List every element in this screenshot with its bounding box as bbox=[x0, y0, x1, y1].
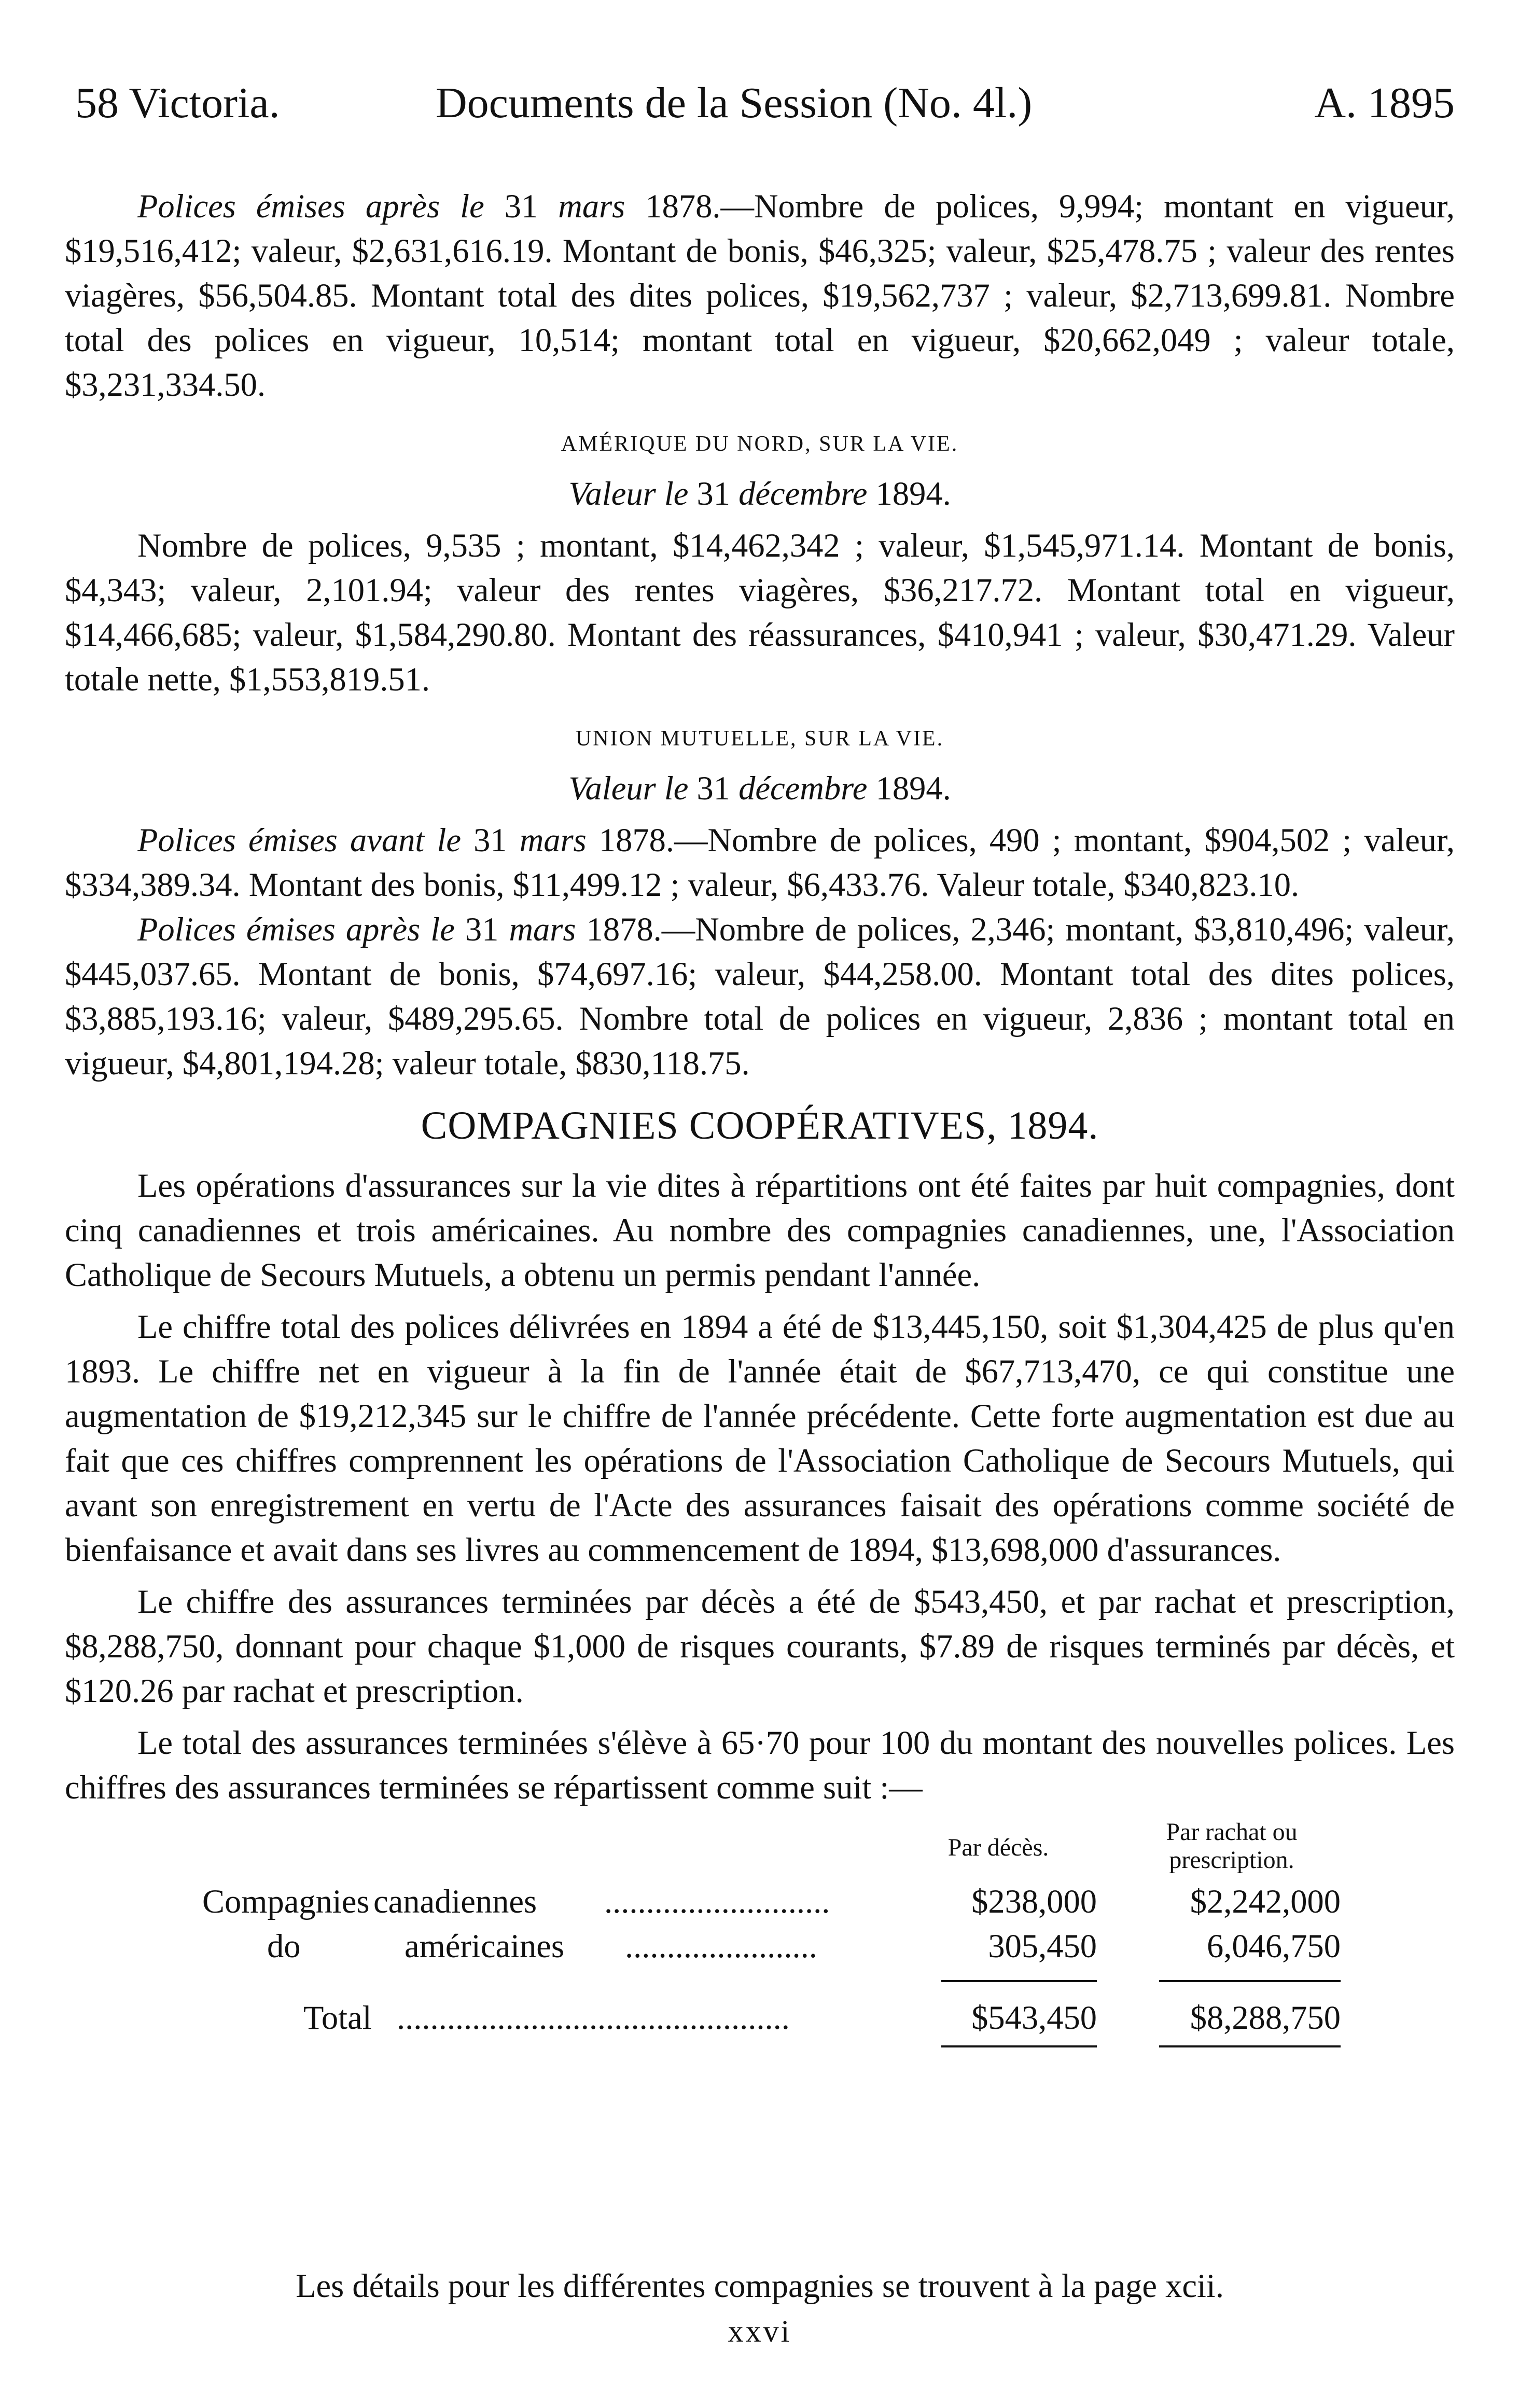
paragraph-coop-1: Les opérations d'assurances sur la vie dites à répartitions ont été faites par huit compagnies, dont cinq canadiennes et trois américaines. Au nombre des compagnies canadiennes, une, l'Association Catholique de Secours Mutuels, a obtenu un permis pendant l'année. bbox=[65, 1167, 1455, 1293]
page-folio: xxvi bbox=[728, 2314, 792, 2348]
row-value-deces: $238,000 bbox=[971, 1883, 1097, 1920]
paragraph-polices-apres bbox=[65, 184, 1455, 407]
document-body bbox=[65, 184, 1455, 2083]
dot-leader: ....................... bbox=[625, 1928, 817, 1964]
lead-date-num: 31 bbox=[465, 911, 499, 948]
lead-date-num: 31 bbox=[504, 188, 538, 225]
sub-month: décembre bbox=[738, 770, 868, 807]
row-label-detail: américaines bbox=[405, 1928, 564, 1964]
paragraph-text: 1878.—Nombre de polices, 2,346; montant, $3,810,496; valeur, $445,037.65. Montant de bonis, $74,697.16; valeur, $44,258.00. Montant total des dites polices, $3,885,193.16; valeur, $489,295.65. Nombre total de polices en vigueur, 2,836 ; montant total en vigueur, $4,801,194.28; valeur totale, $830,118.75. bbox=[65, 911, 1455, 1082]
paragraph-coop-3: Le chiffre des assurances terminées par décès a été de $543,450, et par rachat et prescription, $8,288,750, donnant pour chaque $1,000 de risques courants, $7.89 de risques terminés par décès, et $120.26 par rachat et prescription. bbox=[65, 1583, 1455, 1709]
paragraph-amerique: Nombre de polices, 9,535 ; montant, $14,462,342 ; valeur, $1,545,971.14. Montant de bonis, $4,343; valeur, 2,101.94; valeur des rentes viagères, $36,217.72. Montant total en vigueur, $14,466,685; valeur, $1,584,290.80. Montant des réassurances, $410,941 ; valeur, $30,471.29. Valeur totale nette, $1,553,819.51. bbox=[65, 527, 1455, 698]
running-header bbox=[65, 78, 1455, 135]
subheading-valeur-union bbox=[65, 766, 1455, 811]
table-row bbox=[65, 1924, 1455, 1969]
row-value-deces: 305,450 bbox=[988, 1928, 1097, 1964]
subheading-valeur bbox=[65, 472, 1455, 516]
sub-num: 31 bbox=[696, 475, 730, 512]
paragraph-union-apres bbox=[65, 907, 1455, 1086]
sub-valeur: Valeur le bbox=[568, 475, 689, 512]
header-year: A. 1895 bbox=[1314, 79, 1455, 127]
column-header-deces: Par décès. bbox=[947, 1834, 1049, 1861]
rule-deces-bottom bbox=[941, 2045, 1097, 2047]
row-value-rachat: 6,046,750 bbox=[1207, 1928, 1341, 1964]
total-label: Total bbox=[303, 1999, 372, 2036]
table-total-row bbox=[65, 1996, 1455, 2040]
sub-month: décembre bbox=[738, 475, 868, 512]
row-value-rachat: $2,242,000 bbox=[1190, 1883, 1341, 1920]
row-label: Compagnies bbox=[202, 1883, 370, 1920]
paragraph-union-avant bbox=[65, 818, 1455, 907]
column-header-rachat-line1: Par rachat ou bbox=[1166, 1818, 1298, 1846]
summary-table bbox=[65, 1813, 1455, 2083]
paragraph-coop-2: Le chiffre total des polices délivrées en 1894 a été de $13,445,150, soit $1,304,425 de plus qu'en 1893. Le chiffre net en vigueur à la fin de l'année était de $67,713,470, ce qui constitue une augmentation de $19,212,345 sur le chiffre de l'année précédente. Cette forte augmentation est due au fait que ces chiffres comprennent les opérations de l'Association Catholique de Secours Mutuels, qui avant son enregistrement en vertu de l'Acte des assurances faisait des opérations comme société de bienfaisance et avait dans ses livres au commencement de 1894, $13,698,000 d'assurances. bbox=[65, 1308, 1455, 1568]
footer-note: Les détails pour les différentes compagnies se trouvent à la page xcii. bbox=[296, 2267, 1224, 2304]
sub-valeur: Valeur le bbox=[568, 770, 689, 807]
column-header-rachat bbox=[1123, 1818, 1341, 1874]
paragraph-text: 1878.—Nombre de polices, 490 ; montant, $904,502 ; valeur, $334,389.34. Montant des bonis, $11,499.12 ; valeur, $6,433.76. Valeur totale, $340,823.10. bbox=[65, 822, 1455, 903]
paragraph-text: 1878.—Nombre de polices, 9,994; montant en vigueur, $19,516,412; valeur, $2,631,616.19. Montant de bonis, $46,325; valeur, $25,478.75 ; valeur des rentes viagères, $56,504.85. Montant total des dites polices, $19,562,737 ; valeur, $2,713,699.81. Nombre total des polices en vigueur, 10,514; montant total en vigueur, $20,662,049 ; valeur totale, $3,231,334.50. bbox=[65, 188, 1455, 403]
dot-leader: ........................... bbox=[604, 1883, 830, 1920]
rule-rachat-bottom bbox=[1159, 2045, 1341, 2047]
lead-date-month: mars bbox=[519, 822, 587, 859]
heading-amerique: AMÉRIQUE DU NORD, SUR LA VIE. bbox=[561, 432, 959, 456]
total-value-rachat: $8,288,750 bbox=[1190, 1999, 1341, 2036]
dot-leader: ............................................... bbox=[397, 1999, 790, 2036]
paragraph-coop-4: Le total des assurances terminées s'élève à 65·70 pour 100 du montant des nouvelles polices. Les chiffres des assurances terminées se répartissent comme suit :— bbox=[65, 1724, 1455, 1806]
heading-union: UNION MUTUELLE, SUR LA VIE. bbox=[575, 727, 944, 751]
header-session: 58 Victoria. bbox=[75, 79, 280, 127]
header-documents: Documents de la Session (No. 4l.) bbox=[436, 79, 1033, 127]
total-value-deces: $543,450 bbox=[971, 1999, 1097, 2036]
row-label-detail: canadiennes bbox=[373, 1883, 537, 1920]
column-header-rachat-line2: prescription. bbox=[1169, 1846, 1294, 1874]
lead-date-num: 31 bbox=[473, 822, 507, 859]
sub-year: 1894. bbox=[875, 770, 951, 807]
table-row bbox=[65, 1879, 1455, 1924]
lead-italic: Polices émises avant le bbox=[137, 822, 461, 859]
sub-num: 31 bbox=[696, 770, 730, 807]
sub-year: 1894. bbox=[875, 475, 951, 512]
lead-italic: Polices émises après le bbox=[137, 911, 455, 948]
lead-italic: Polices émises après le bbox=[137, 188, 484, 225]
section-title-cooperatives: COMPAGNIES COOPÉRATIVES, 1894. bbox=[421, 1104, 1099, 1147]
row-label: do bbox=[267, 1928, 301, 1964]
lead-date-month: mars bbox=[558, 188, 625, 225]
rule-deces-top bbox=[941, 1980, 1097, 1982]
lead-date-month: mars bbox=[509, 911, 576, 948]
rule-rachat-top bbox=[1159, 1980, 1341, 1982]
